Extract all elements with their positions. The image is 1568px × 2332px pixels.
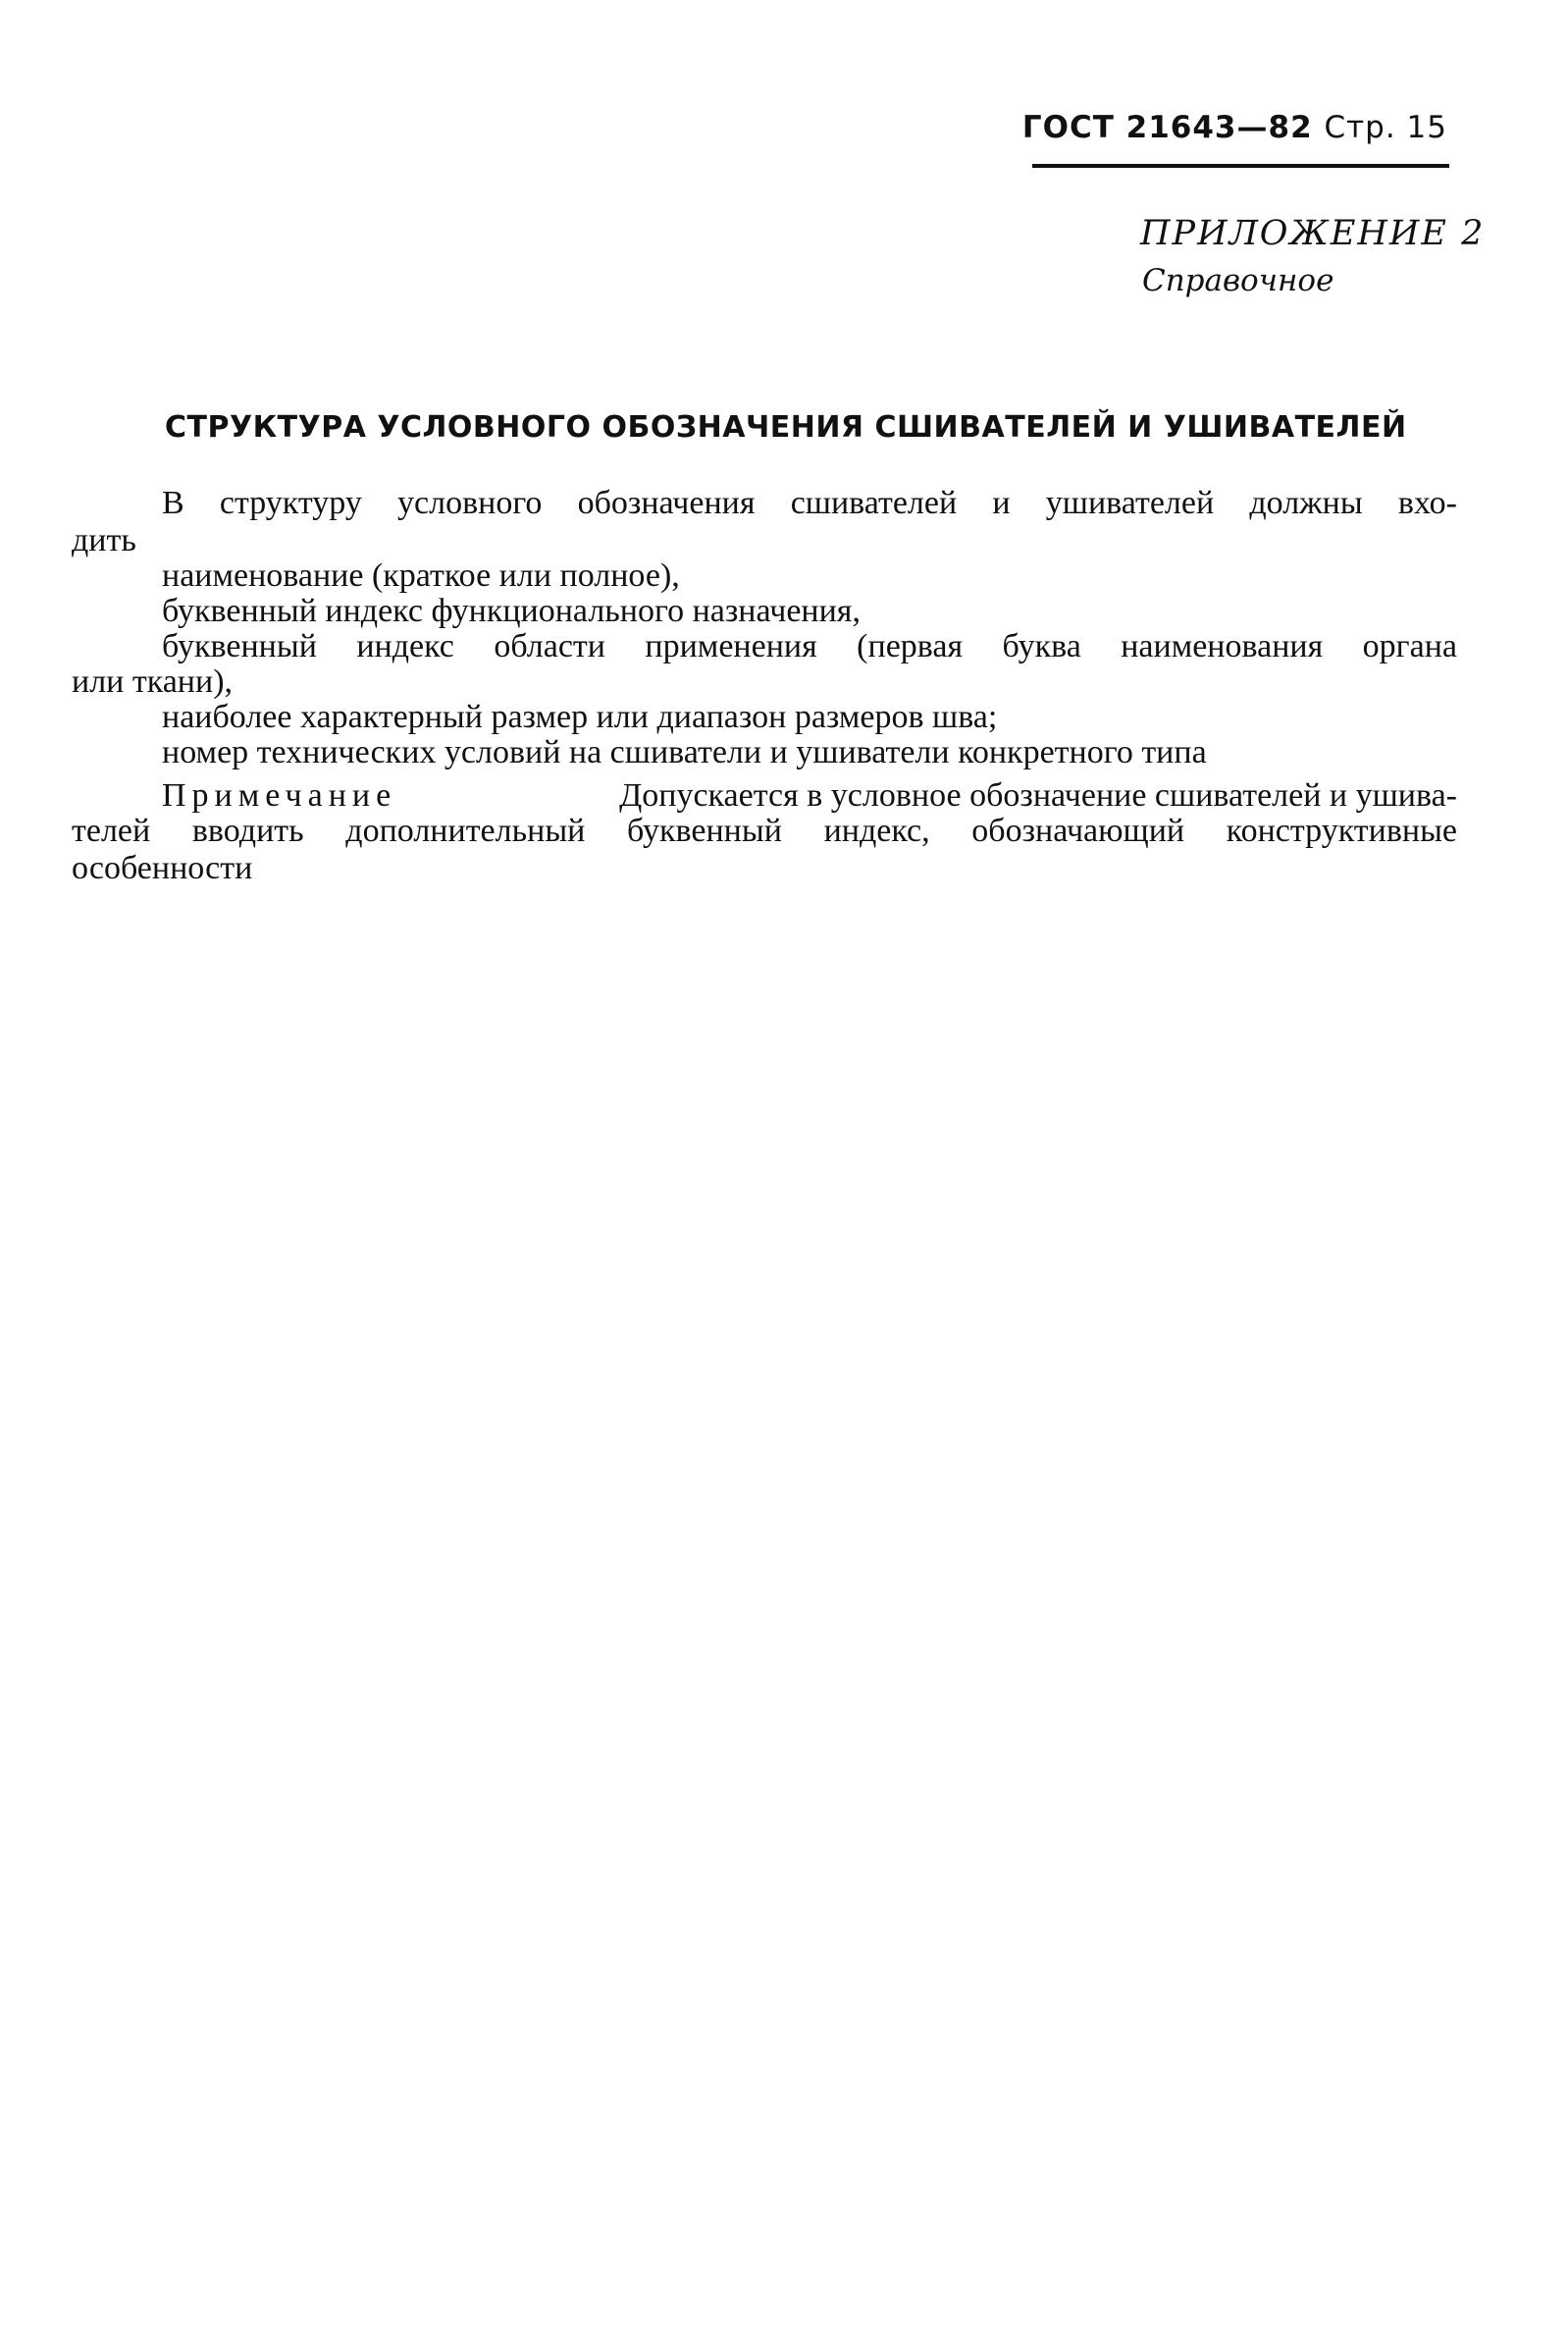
section-title: СТРУКТУРА УСЛОВНОГО ОБОЗНАЧЕНИЯ СШИВАТЕЛЕЙ И УШИВАТЕЛЕЙ — [165, 410, 1407, 445]
intro-line-1: В структуру условного обозначения сшивателей и ушивателей должны вхо- — [162, 485, 1457, 521]
note-label: Примечание — [162, 777, 397, 814]
note-line-3: особенности — [72, 850, 253, 886]
appendix-label: ПРИЛОЖЕНИЕ 2 — [1140, 214, 1486, 253]
list-item-spec-number: номер технических условий на сшиватели и ушиватели конкретного типа — [162, 734, 1207, 770]
running-header — [1022, 110, 1447, 145]
list-item-size: наиболее характерный размер или диапазон размеров шва; — [162, 699, 998, 735]
page-number: Стр. 15 — [1324, 110, 1447, 145]
appendix-type: Справочное — [1142, 263, 1334, 298]
note-text-1: Допускается в условное обозначение сшивателей и ушива- — [619, 777, 1457, 814]
header-rule — [1032, 164, 1449, 168]
list-item-function-index: буквенный индекс функционального назначения, — [162, 593, 861, 629]
list-item-area-index: буквенный индекс области применения (первая буква наименования органа — [162, 628, 1457, 664]
note-line-2: телей вводить дополнительный буквенный индекс, обозначающий конструктивные — [72, 813, 1457, 849]
list-item-name: наименование (краткое или полное), — [162, 557, 680, 594]
intro-line-2: дить — [72, 522, 136, 558]
standard-number: ГОСТ 21643—82 — [1021, 110, 1313, 145]
note-line-1 — [162, 779, 1457, 813]
list-item-area-index-cont: или ткани), — [72, 663, 234, 700]
